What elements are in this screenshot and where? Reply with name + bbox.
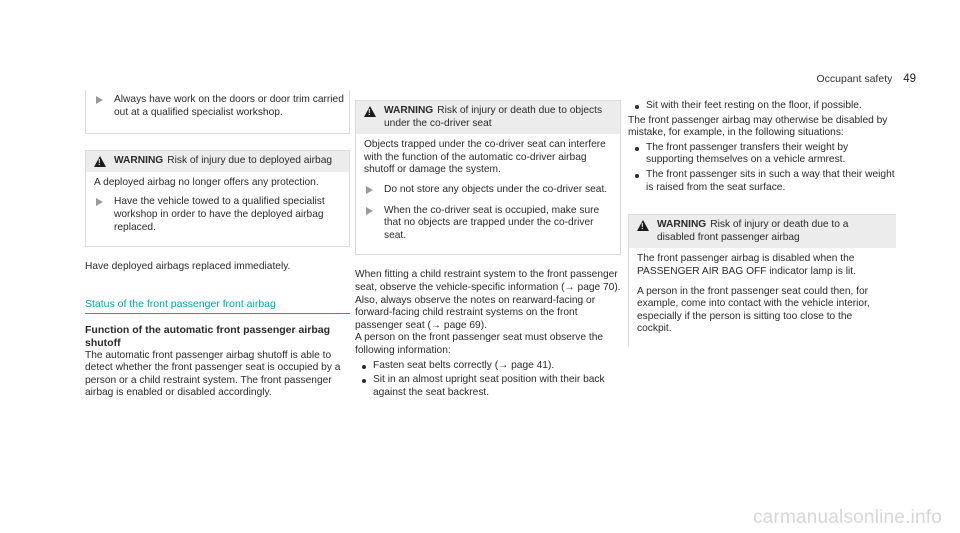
warning-body <box>86 172 349 246</box>
list-item: Fasten seat belts correctly (→ page 41). <box>355 360 621 373</box>
continued-bullet-box <box>85 90 350 134</box>
warning-body <box>356 134 620 254</box>
warning-header <box>356 101 620 134</box>
instruction-bullet: When the co-driver seat is occupied, make sure that no objects are trapped under the co-driver seat. <box>364 205 612 243</box>
list-item: The front passenger transfers their weight by supporting themselves on a vehicle armrest. <box>628 142 896 167</box>
paragraph: A person on the front passenger seat must observe the following information: <box>355 332 604 356</box>
watermark: carmanualsonline.info <box>752 507 942 529</box>
column-3 <box>628 90 896 347</box>
bullet-list <box>628 142 896 194</box>
warning-triangle-icon <box>94 156 106 167</box>
warning-header <box>86 151 349 172</box>
column-1 <box>85 90 350 400</box>
warning-text: The front passenger airbag is disabled when the PASSENGER AIR BAG OFF indicator lamp is lit. <box>637 253 856 277</box>
warning-box-objects-under-seat <box>355 100 621 255</box>
warning-triangle-icon <box>637 220 649 231</box>
warning-label: WARNING <box>657 219 707 231</box>
list-item: Sit in an almost upright seat position with their back against the seat backrest. <box>355 374 621 399</box>
paragraph: The automatic front passenger airbag shutoff is able to detect whether the front passenger seat is occupied by a person or a child restraint system. The front passenger airbag is enabled or disabled accordingly. <box>85 349 341 399</box>
warning-title: Risk of injury or death due to a disabled front passenger airbag <box>657 219 849 243</box>
instruction-bullet: Always have work on the doors or door trim carried out at a qualified specialist workshop. <box>86 94 349 119</box>
triangle-bullet-icon <box>366 207 373 215</box>
warning-title: Risk of injury or death due to objects under the co-driver seat <box>384 105 603 129</box>
warning-box-airbag-disabled <box>628 214 896 347</box>
warning-text: A person in the front passenger seat could then, for example, come into contact with the vehicle interior, especially if the person is sitting too close to the cockpit. <box>637 285 870 335</box>
warning-label: WARNING <box>384 105 434 116</box>
page-number: 49 <box>903 73 916 85</box>
paragraph: The front passenger airbag may otherwise be disabled by mistake, for example, in the following situations: <box>628 114 888 139</box>
warning-body <box>629 248 896 347</box>
warning-text: A deployed airbag no longer offers any protection. <box>94 176 319 188</box>
header-title: Occupant safety <box>816 73 893 85</box>
warning-text: Objects trapped under the co-driver seat can interfere with the function of the automatic co-driver airbag shutoff or damage the system. <box>364 139 606 176</box>
page-header <box>780 73 916 87</box>
list-item: Sit with their feet resting on the floor, if possible. <box>628 100 896 113</box>
bullet-list <box>355 360 621 400</box>
section-heading: Status of the front passenger front airbag <box>85 298 350 315</box>
bullet-list <box>628 100 896 113</box>
instruction-bullet: Have the vehicle towed to a qualified specialist workshop in order to have the deployed airbag replaced. <box>94 196 341 234</box>
triangle-bullet-icon <box>96 96 103 104</box>
triangle-bullet-icon <box>96 198 103 206</box>
column-2 <box>355 90 621 401</box>
sub-heading: Function of the automatic front passenger airbag shutoff <box>85 324 331 349</box>
triangle-bullet-icon <box>366 186 373 194</box>
warning-header <box>629 215 896 248</box>
paragraph: When fitting a child restraint system to the front passenger seat, observe the vehicle-specific information (→ page 70). Also, always observe the notes on rearward-facing or forward-facing child restraint systems on the front passenger seat (→ page 69). <box>355 269 621 331</box>
instruction-bullet: Do not store any objects under the co-driver seat. <box>364 184 612 197</box>
warning-title: Risk of injury due to deployed airbag <box>167 155 333 167</box>
warning-label: WARNING <box>114 155 164 167</box>
paragraph: Have deployed airbags replaced immediately. <box>85 261 291 273</box>
warning-box-airbag-deployed <box>85 150 350 247</box>
list-item: The front passenger sits in such a way that their weight is raised from the seat surface. <box>628 169 896 194</box>
warning-triangle-icon <box>364 106 376 117</box>
